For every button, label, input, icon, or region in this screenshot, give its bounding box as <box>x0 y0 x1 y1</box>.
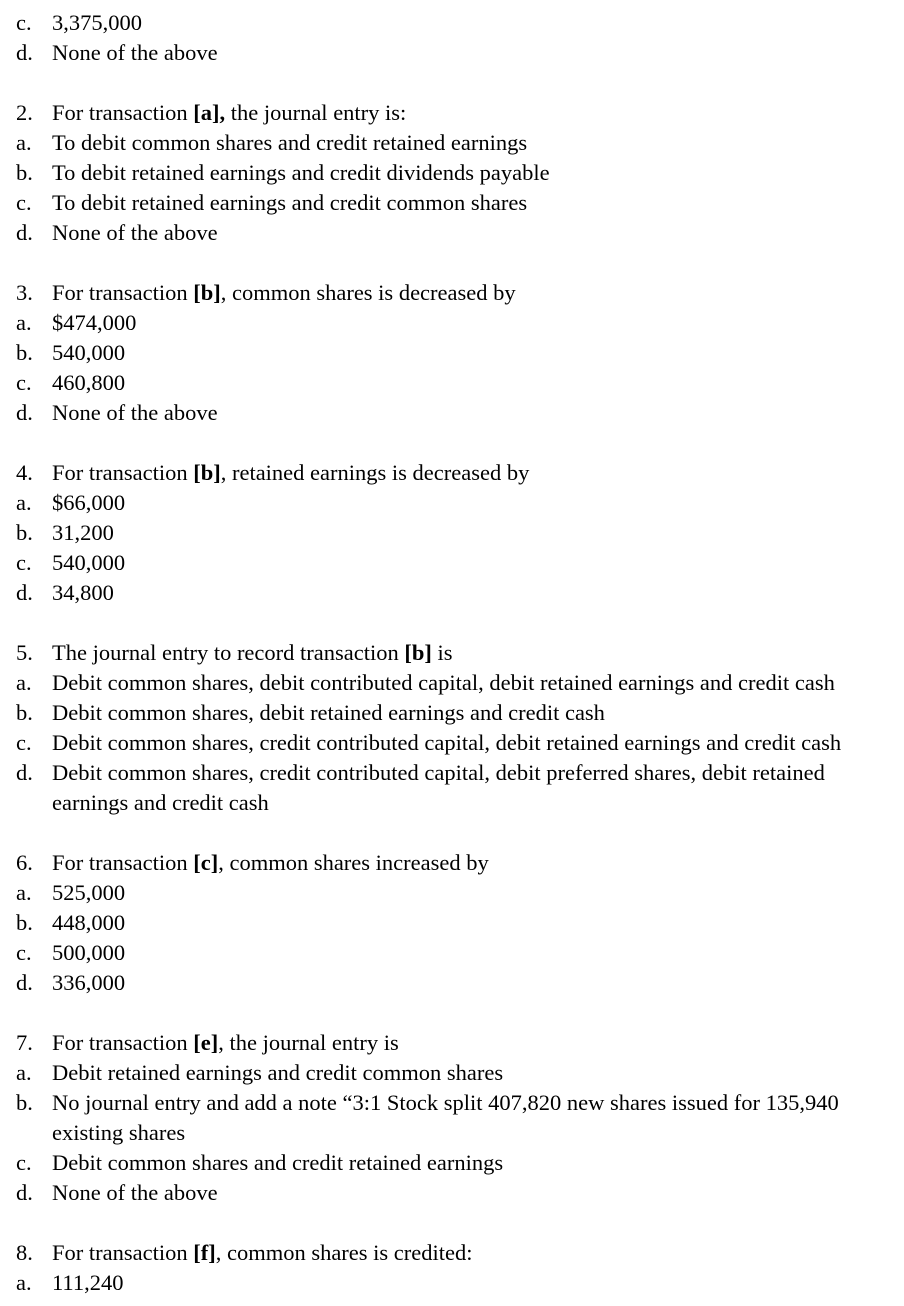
block-spacer <box>0 68 904 98</box>
stem-text-pre: For transaction <box>52 1240 194 1265</box>
question-text <box>52 98 406 128</box>
question-text <box>52 1028 399 1058</box>
option-text: 31,200 <box>52 520 114 545</box>
line-continuation <box>0 1118 904 1148</box>
transaction-ref: [b] <box>193 460 221 485</box>
answer-option <box>0 548 904 578</box>
stem-text-post: , common shares is credited: <box>215 1240 473 1265</box>
answer-option <box>0 938 904 968</box>
transaction-ref: [f] <box>193 1240 216 1265</box>
option-text: $474,000 <box>52 310 137 335</box>
option-text: 525,000 <box>52 880 126 905</box>
answer-option <box>0 218 904 248</box>
option-text: Debit common shares, credit contributed capital, debit retained earnings and credit cash <box>52 730 842 755</box>
answer-option <box>0 1148 904 1178</box>
option-text: To debit retained earnings and credit common shares <box>52 190 528 215</box>
option-letter: d. <box>16 1180 33 1205</box>
option-letter: c. <box>16 940 32 965</box>
option-text: None of the above <box>52 400 218 425</box>
transaction-ref: [c] <box>193 850 219 875</box>
question-text <box>52 638 453 668</box>
option-text: 336,000 <box>52 970 126 995</box>
option-text: None of the above <box>52 220 218 245</box>
option-text: Debit common shares, credit contributed capital, debit preferred shares, debit retained <box>52 760 825 785</box>
question-stem <box>0 98 904 128</box>
answer-option <box>0 758 904 788</box>
answer-option <box>0 188 904 218</box>
block-spacer <box>0 608 904 638</box>
option-letter: d. <box>16 40 33 65</box>
option-text: Debit common shares, debit contributed capital, debit retained earnings and credit cash <box>52 670 835 695</box>
option-letter: b. <box>16 340 33 365</box>
option-text: To debit common shares and credit retained earnings <box>52 130 528 155</box>
answer-option <box>0 338 904 368</box>
block-spacer <box>0 818 904 848</box>
question-text <box>52 848 489 878</box>
stem-text-post: , common shares increased by <box>218 850 489 875</box>
option-letter: c. <box>16 550 32 575</box>
option-letter: a. <box>16 130 32 155</box>
option-text: 111,240 <box>52 1270 124 1295</box>
option-letter: d. <box>16 760 33 785</box>
stem-text-post: , the journal entry is <box>218 1030 399 1055</box>
stem-text-pre: For transaction <box>52 100 194 125</box>
option-text: None of the above <box>52 1180 218 1205</box>
answer-option <box>0 398 904 428</box>
question-stem <box>0 848 904 878</box>
question-stem <box>0 638 904 668</box>
option-letter: a. <box>16 310 32 335</box>
transaction-ref: [a], <box>193 100 226 125</box>
question-number: 5. <box>16 640 33 665</box>
question-text <box>52 278 516 308</box>
stem-text-pre: For transaction <box>52 850 194 875</box>
answer-option <box>0 1178 904 1208</box>
option-text: earnings and credit cash <box>52 790 269 815</box>
question-5 <box>0 638 904 818</box>
stem-text-pre: The journal entry to record transaction <box>52 640 405 665</box>
answer-option <box>0 728 904 758</box>
question-stem <box>0 1028 904 1058</box>
question-stem <box>0 458 904 488</box>
stem-text-pre: For transaction <box>52 280 194 305</box>
option-letter: b. <box>16 910 33 935</box>
option-text: To debit retained earnings and credit dividends payable <box>52 160 550 185</box>
answer-option <box>0 878 904 908</box>
option-text: existing shares <box>52 1120 186 1145</box>
option-text: Debit common shares and credit retained earnings <box>52 1150 504 1175</box>
option-letter: a. <box>16 490 32 515</box>
answer-option <box>0 1268 904 1298</box>
option-text: 500,000 <box>52 940 126 965</box>
option-text: Debit common shares, debit retained earnings and credit cash <box>52 700 605 725</box>
option-letter: a. <box>16 1270 32 1295</box>
answer-option <box>0 968 904 998</box>
question-number: 4. <box>16 460 33 485</box>
block-spacer <box>0 1208 904 1238</box>
transaction-ref: [b] <box>404 640 432 665</box>
option-letter: c. <box>16 1150 32 1175</box>
question-3 <box>0 278 904 428</box>
option-text: Debit retained earnings and credit common shares <box>52 1060 504 1085</box>
question-6 <box>0 848 904 998</box>
block-spacer <box>0 998 904 1028</box>
block-spacer <box>0 428 904 458</box>
question-stem <box>0 278 904 308</box>
option-letter: b. <box>16 160 33 185</box>
question-number: 3. <box>16 280 33 305</box>
answer-option <box>0 128 904 158</box>
answer-option <box>0 518 904 548</box>
question-number: 8. <box>16 1240 33 1265</box>
stem-text-post: , retained earnings is decreased by <box>220 460 530 485</box>
question-stem <box>0 1238 904 1268</box>
line-continuation <box>0 788 904 818</box>
answer-option <box>0 1058 904 1088</box>
option-letter: a. <box>16 1060 32 1085</box>
option-text: 540,000 <box>52 550 126 575</box>
answer-option <box>0 908 904 938</box>
question-text <box>52 458 529 488</box>
option-text: 540,000 <box>52 340 126 365</box>
option-text: 448,000 <box>52 910 126 935</box>
answer-option <box>0 368 904 398</box>
answer-option <box>0 8 904 38</box>
answer-option <box>0 488 904 518</box>
answer-option <box>0 38 904 68</box>
answer-option <box>0 578 904 608</box>
option-letter: b. <box>16 700 33 725</box>
option-letter: a. <box>16 670 32 695</box>
option-letter: a. <box>16 880 32 905</box>
stem-text-post: the journal entry is: <box>225 100 407 125</box>
answer-option <box>0 698 904 728</box>
option-text: 3,375,000 <box>52 10 142 35</box>
option-letter: c. <box>16 730 32 755</box>
answer-option <box>0 668 904 698</box>
option-text: None of the above <box>52 40 218 65</box>
question-8 <box>0 1238 904 1298</box>
option-text: $66,000 <box>52 490 126 515</box>
question-text <box>52 1238 473 1268</box>
block-spacer <box>0 248 904 278</box>
stem-text-post: , common shares is decreased by <box>220 280 516 305</box>
option-letter: b. <box>16 520 33 545</box>
option-letter: d. <box>16 220 33 245</box>
option-text: No journal entry and add a note “3:1 Stock split 407,820 new shares issued for 135,940 <box>52 1090 839 1115</box>
question-number: 2. <box>16 100 33 125</box>
answer-option <box>0 158 904 188</box>
question-2 <box>0 98 904 248</box>
stem-text-pre: For transaction <box>52 1030 194 1055</box>
option-letter: d. <box>16 970 33 995</box>
option-letter: d. <box>16 400 33 425</box>
option-letter: c. <box>16 10 32 35</box>
question-number: 6. <box>16 850 33 875</box>
transaction-ref: [b] <box>193 280 221 305</box>
question-7 <box>0 1028 904 1208</box>
answer-option <box>0 308 904 338</box>
option-letter: d. <box>16 580 33 605</box>
transaction-ref: [e] <box>193 1030 219 1055</box>
answer-option <box>0 1088 904 1118</box>
option-letter: c. <box>16 190 32 215</box>
option-text: 34,800 <box>52 580 114 605</box>
option-letter: b. <box>16 1090 33 1115</box>
stem-text-pre: For transaction <box>52 460 194 485</box>
question-4 <box>0 458 904 608</box>
question-number: 7. <box>16 1030 33 1055</box>
stem-text-post: is <box>431 640 453 665</box>
option-text: 460,800 <box>52 370 126 395</box>
option-letter: c. <box>16 370 32 395</box>
question-continued <box>0 8 904 68</box>
